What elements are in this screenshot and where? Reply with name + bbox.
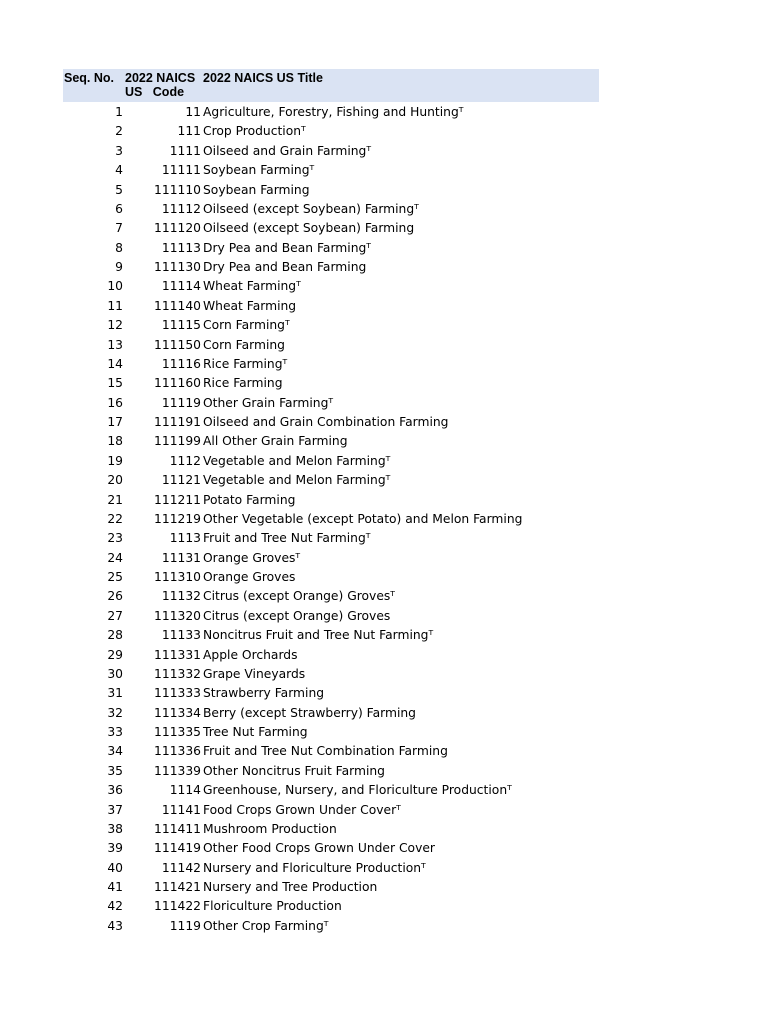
code-cell: 111191 bbox=[154, 415, 201, 429]
seq-cell: 16 bbox=[107, 395, 123, 410]
title-cell: Soybean Farming bbox=[203, 182, 310, 197]
table-row bbox=[63, 859, 599, 878]
code-cell: 11119 bbox=[161, 395, 201, 410]
code-cell: 11133 bbox=[161, 628, 201, 643]
table-row bbox=[63, 607, 599, 626]
code-cell: 111 bbox=[177, 124, 201, 139]
title-cell: Wheat Farmingᵀ bbox=[203, 279, 301, 294]
seq-cell: 42 bbox=[107, 899, 123, 914]
table-row bbox=[63, 549, 599, 568]
code-cell: 111310 bbox=[154, 570, 201, 584]
code-cell: 11141 bbox=[161, 802, 201, 817]
code-cell: 111320 bbox=[154, 608, 201, 623]
code-cell: 11114 bbox=[161, 279, 201, 294]
title-cell: Other Noncitrus Fruit Farming bbox=[203, 763, 385, 778]
code-cell: 111219 bbox=[154, 511, 201, 526]
code-cell: 111110 bbox=[154, 182, 201, 197]
table-row bbox=[63, 878, 599, 897]
table-row bbox=[63, 374, 599, 393]
title-cell: Soybean Farmingᵀ bbox=[203, 163, 315, 178]
code-cell: 11121 bbox=[161, 473, 201, 488]
title-cell: Corn Farming bbox=[203, 337, 285, 352]
seq-cell: 12 bbox=[107, 318, 123, 333]
title-cell: Other Vegetable (except Potato) and Melon Farming bbox=[203, 511, 523, 526]
title-cell: Citrus (except Orange) Groves bbox=[203, 608, 391, 623]
code-cell: 1112 bbox=[169, 453, 201, 468]
title-cell: Orange Groves bbox=[203, 570, 296, 584]
code-cell: 111333 bbox=[154, 686, 201, 701]
table-row bbox=[63, 820, 599, 839]
table-row bbox=[63, 684, 599, 703]
code-cell: 111421 bbox=[154, 880, 201, 894]
table-row bbox=[63, 394, 599, 413]
table-row bbox=[63, 161, 599, 180]
seq-cell: 33 bbox=[107, 725, 123, 739]
title-cell: Crop Productionᵀ bbox=[203, 124, 306, 139]
title-cell: Oilseed (except Soybean) Farmingᵀ bbox=[203, 201, 419, 216]
seq-cell: 26 bbox=[107, 589, 123, 604]
table-row bbox=[63, 839, 599, 858]
code-cell: 111120 bbox=[154, 221, 201, 236]
code-cell: 111140 bbox=[154, 298, 201, 313]
code-cell: 1111 bbox=[169, 143, 201, 158]
seq-cell: 18 bbox=[107, 434, 123, 449]
table-row bbox=[63, 122, 599, 141]
table-row bbox=[63, 432, 599, 451]
code-cell: 111335 bbox=[154, 725, 201, 739]
header-naics-code bbox=[125, 71, 195, 99]
title-cell: Other Food Crops Grown Under Cover bbox=[203, 841, 435, 856]
table-row bbox=[63, 336, 599, 355]
code-cell: 111160 bbox=[154, 376, 201, 391]
seq-cell: 38 bbox=[107, 821, 123, 836]
table-row bbox=[63, 723, 599, 742]
seq-cell: 3 bbox=[115, 143, 123, 158]
title-cell: Other Grain Farmingᵀ bbox=[203, 395, 334, 410]
header-naics-code-line1: 2022 NAICS bbox=[125, 71, 196, 85]
title-cell: Berry (except Strawberry) Farming bbox=[203, 705, 416, 720]
code-cell: 111419 bbox=[154, 841, 201, 856]
table-row bbox=[63, 491, 599, 510]
title-cell: Citrus (except Orange) Grovesᵀ bbox=[203, 589, 396, 604]
seq-cell: 23 bbox=[107, 531, 123, 546]
code-cell: 11116 bbox=[161, 356, 201, 371]
seq-cell: 30 bbox=[107, 666, 123, 681]
table-row bbox=[63, 665, 599, 684]
table-row bbox=[63, 742, 599, 761]
seq-cell: 37 bbox=[107, 802, 123, 817]
table-row bbox=[63, 142, 599, 161]
code-cell: 111332 bbox=[154, 666, 201, 681]
table-row bbox=[63, 471, 599, 490]
code-cell: 111130 bbox=[154, 260, 201, 274]
header-naics-title: 2022 NAICS US Title bbox=[203, 71, 323, 85]
seq-cell: 4 bbox=[115, 163, 123, 178]
seq-cell: 36 bbox=[107, 783, 123, 798]
table-row bbox=[63, 239, 599, 258]
table-row bbox=[63, 568, 599, 587]
table-row bbox=[63, 103, 599, 122]
header-seq-no: Seq. No. bbox=[64, 71, 115, 85]
table-row bbox=[63, 781, 599, 800]
table-row bbox=[63, 510, 599, 529]
table-row bbox=[63, 258, 599, 277]
table-row bbox=[63, 897, 599, 916]
table-row bbox=[63, 200, 599, 219]
seq-cell: 11 bbox=[107, 298, 123, 313]
code-cell: 11111 bbox=[161, 163, 201, 178]
title-cell: Orange Grovesᵀ bbox=[203, 550, 301, 565]
title-cell: Noncitrus Fruit and Tree Nut Farmingᵀ bbox=[203, 628, 434, 643]
code-cell: 11131 bbox=[161, 550, 201, 565]
table-row bbox=[63, 452, 599, 471]
code-cell: 11113 bbox=[161, 240, 201, 255]
seq-cell: 31 bbox=[107, 686, 123, 701]
table-row bbox=[63, 626, 599, 645]
header-naics-code-line2: US Code bbox=[125, 85, 185, 99]
seq-cell: 39 bbox=[107, 841, 123, 856]
title-cell: Fruit and Tree Nut Combination Farming bbox=[203, 744, 448, 759]
seq-cell: 13 bbox=[107, 337, 123, 352]
seq-cell: 6 bbox=[115, 201, 123, 216]
title-cell: Floriculture Production bbox=[203, 899, 342, 914]
seq-cell: 17 bbox=[107, 415, 123, 429]
title-cell: Dry Pea and Bean Farming bbox=[203, 260, 367, 274]
seq-cell: 24 bbox=[107, 550, 123, 565]
seq-cell: 34 bbox=[107, 744, 123, 759]
seq-cell: 8 bbox=[115, 240, 123, 255]
table-row bbox=[63, 704, 599, 723]
title-cell: Nursery and Floriculture Productionᵀ bbox=[203, 860, 426, 875]
title-cell: Mushroom Production bbox=[203, 821, 337, 836]
code-cell: 111336 bbox=[154, 744, 201, 759]
seq-cell: 7 bbox=[115, 221, 123, 236]
code-cell: 11 bbox=[185, 105, 201, 119]
title-cell: Wheat Farming bbox=[203, 298, 297, 313]
code-cell: 111211 bbox=[154, 492, 201, 507]
seq-cell: 28 bbox=[107, 628, 123, 643]
title-cell: Rice Farming bbox=[203, 376, 283, 391]
code-cell: 111331 bbox=[154, 647, 201, 662]
seq-cell: 29 bbox=[107, 647, 123, 662]
table-row bbox=[63, 587, 599, 606]
seq-cell: 2 bbox=[115, 124, 123, 139]
seq-cell: 43 bbox=[107, 918, 123, 933]
title-cell: Oilseed and Grain Farmingᵀ bbox=[203, 143, 372, 158]
title-cell: Greenhouse, Nursery, and Floriculture Productionᵀ bbox=[203, 783, 512, 798]
table-row bbox=[63, 277, 599, 296]
table-row bbox=[63, 762, 599, 781]
seq-cell: 25 bbox=[107, 570, 123, 584]
title-cell: Oilseed (except Soybean) Farming bbox=[203, 221, 415, 236]
seq-cell: 22 bbox=[107, 511, 123, 526]
title-cell: Dry Pea and Bean Farmingᵀ bbox=[203, 240, 372, 255]
title-cell: Fruit and Tree Nut Farmingᵀ bbox=[203, 531, 371, 546]
title-cell: Agriculture, Forestry, Fishing and Huntingᵀ bbox=[203, 105, 464, 119]
table-row bbox=[63, 355, 599, 374]
code-cell: 11142 bbox=[161, 860, 201, 875]
title-cell: Grape Vineyards bbox=[203, 666, 306, 681]
seq-cell: 35 bbox=[107, 763, 123, 778]
code-cell: 1119 bbox=[169, 918, 201, 933]
title-cell: All Other Grain Farming bbox=[203, 434, 348, 449]
seq-cell: 5 bbox=[115, 182, 123, 197]
seq-cell: 14 bbox=[107, 356, 123, 371]
code-cell: 111334 bbox=[154, 705, 201, 720]
code-cell: 11115 bbox=[161, 318, 201, 333]
title-cell: Vegetable and Melon Farmingᵀ bbox=[203, 473, 391, 488]
code-cell: 111150 bbox=[154, 337, 201, 352]
title-cell: Rice Farmingᵀ bbox=[203, 356, 288, 371]
title-cell: Food Crops Grown Under Coverᵀ bbox=[203, 802, 401, 817]
table-row bbox=[63, 529, 599, 548]
seq-cell: 21 bbox=[107, 492, 123, 507]
table-header bbox=[63, 69, 599, 102]
seq-cell: 15 bbox=[107, 376, 123, 391]
title-cell: Nursery and Tree Production bbox=[203, 880, 378, 894]
title-cell: Tree Nut Farming bbox=[203, 725, 308, 739]
table-row bbox=[63, 219, 599, 238]
code-cell: 111422 bbox=[154, 899, 201, 914]
seq-cell: 32 bbox=[107, 705, 123, 720]
code-cell: 111199 bbox=[154, 434, 201, 449]
seq-cell: 40 bbox=[107, 860, 123, 875]
code-cell: 11112 bbox=[161, 201, 201, 216]
code-cell: 111339 bbox=[154, 763, 201, 778]
title-cell: Apple Orchards bbox=[203, 647, 298, 662]
table-row bbox=[63, 316, 599, 335]
seq-cell: 1 bbox=[115, 105, 123, 119]
seq-cell: 19 bbox=[107, 453, 123, 468]
seq-cell: 10 bbox=[107, 279, 123, 294]
seq-cell: 41 bbox=[107, 880, 123, 894]
code-cell: 1114 bbox=[169, 783, 201, 798]
table-row bbox=[63, 801, 599, 820]
table-row bbox=[63, 297, 599, 316]
title-cell: Strawberry Farming bbox=[203, 686, 325, 701]
code-cell: 111411 bbox=[154, 821, 201, 836]
title-cell: Potato Farming bbox=[203, 492, 296, 507]
seq-cell: 9 bbox=[115, 260, 123, 274]
table-body bbox=[63, 103, 599, 936]
seq-cell: 20 bbox=[107, 473, 123, 488]
code-cell: 11132 bbox=[161, 589, 201, 604]
title-cell: Vegetable and Melon Farmingᵀ bbox=[203, 453, 391, 468]
code-cell: 1113 bbox=[169, 531, 201, 546]
table-row bbox=[63, 646, 599, 665]
title-cell: Oilseed and Grain Combination Farming bbox=[203, 415, 449, 429]
table-row bbox=[63, 181, 599, 200]
title-cell: Corn Farmingᵀ bbox=[203, 318, 290, 333]
seq-cell: 27 bbox=[107, 608, 123, 623]
title-cell: Other Crop Farmingᵀ bbox=[203, 918, 329, 933]
table-row bbox=[63, 917, 599, 936]
table-row bbox=[63, 413, 599, 432]
